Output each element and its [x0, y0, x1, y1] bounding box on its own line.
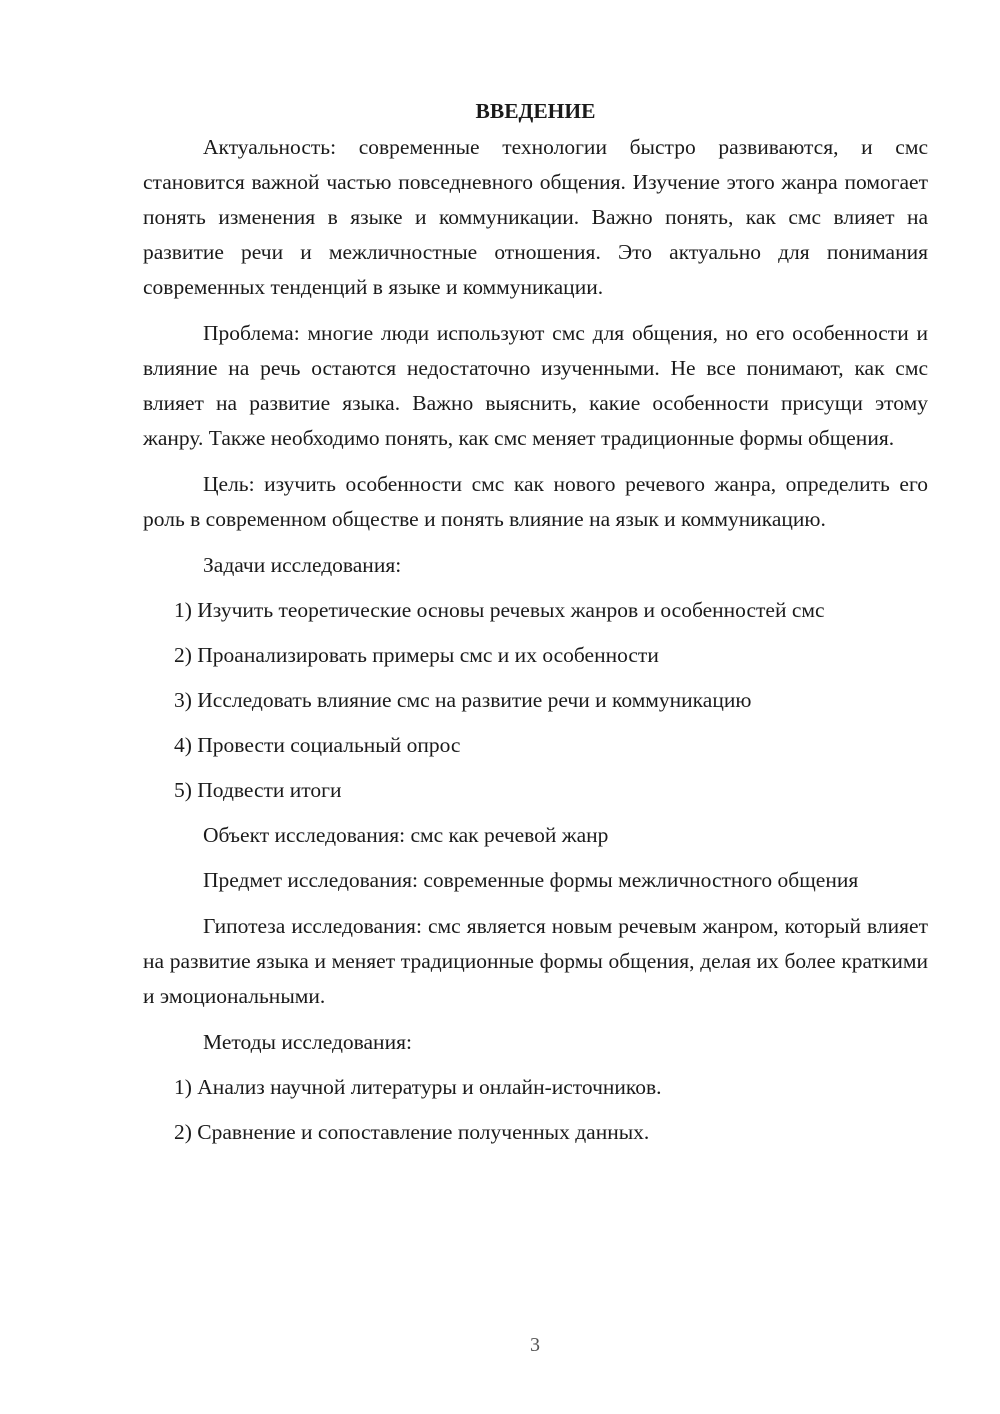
tasks-list [143, 593, 928, 808]
task-item: 5) Подвести итоги [174, 778, 342, 802]
page-title: ВВЕДЕНИЕ [475, 99, 596, 123]
method-item: 2) Сравнение и сопоставление полученных данных. [174, 1120, 650, 1144]
document-body [143, 96, 928, 1160]
problem-paragraph: Проблема: многие люди используют смс для общения, но его особенности и влияние на речь остаются недостаточно изученными. Не все понимают, как смс влияет на развитие языка. Важно выяснить, какие особенности присущи этому жанру. Также необходимо понять, как смс меняет традиционные формы общения. [143, 321, 928, 450]
relevance-paragraph: Актуальность: современные технологии быстро развиваются, и смс становится важной частью повседневного общения. Изучение этого жанра помогает понять изменения в языке и коммуникации. Важно понять, как смс влияет на развитие речи и межличностные отношения. Это актуально для понимания современных тенденций в языке и коммуникации. [143, 135, 928, 299]
object-line: Объект исследования: смс как речевой жанр [203, 823, 609, 847]
goal-paragraph: Цель: изучить особенности смс как нового речевого жанра, определить его роль в современном обществе и понять влияние на язык и коммуникацию. [143, 472, 928, 531]
task-item: 4) Провести социальный опрос [174, 733, 461, 757]
methods-list [143, 1070, 928, 1150]
hypothesis-paragraph: Гипотеза исследования: смс является новым речевым жанром, который влияет на развитие языка и меняет традиционные формы общения, делая их более краткими и эмоциональными. [143, 914, 928, 1008]
page-number: 3 [530, 1334, 540, 1356]
tasks-label: Задачи исследования: [203, 553, 402, 577]
task-item: 1) Изучить теоретические основы речевых жанров и особенностей смс [174, 598, 825, 622]
subject-paragraph: Предмет исследования: современные формы межличностного общения [203, 868, 859, 892]
methods-label: Методы исследования: [203, 1030, 412, 1054]
task-item: 2) Проанализировать примеры смс и их особенности [174, 643, 659, 667]
method-item: 1) Анализ научной литературы и онлайн-источников. [174, 1075, 662, 1099]
task-item: 3) Исследовать влияние смс на развитие речи и коммуникацию [174, 688, 752, 712]
